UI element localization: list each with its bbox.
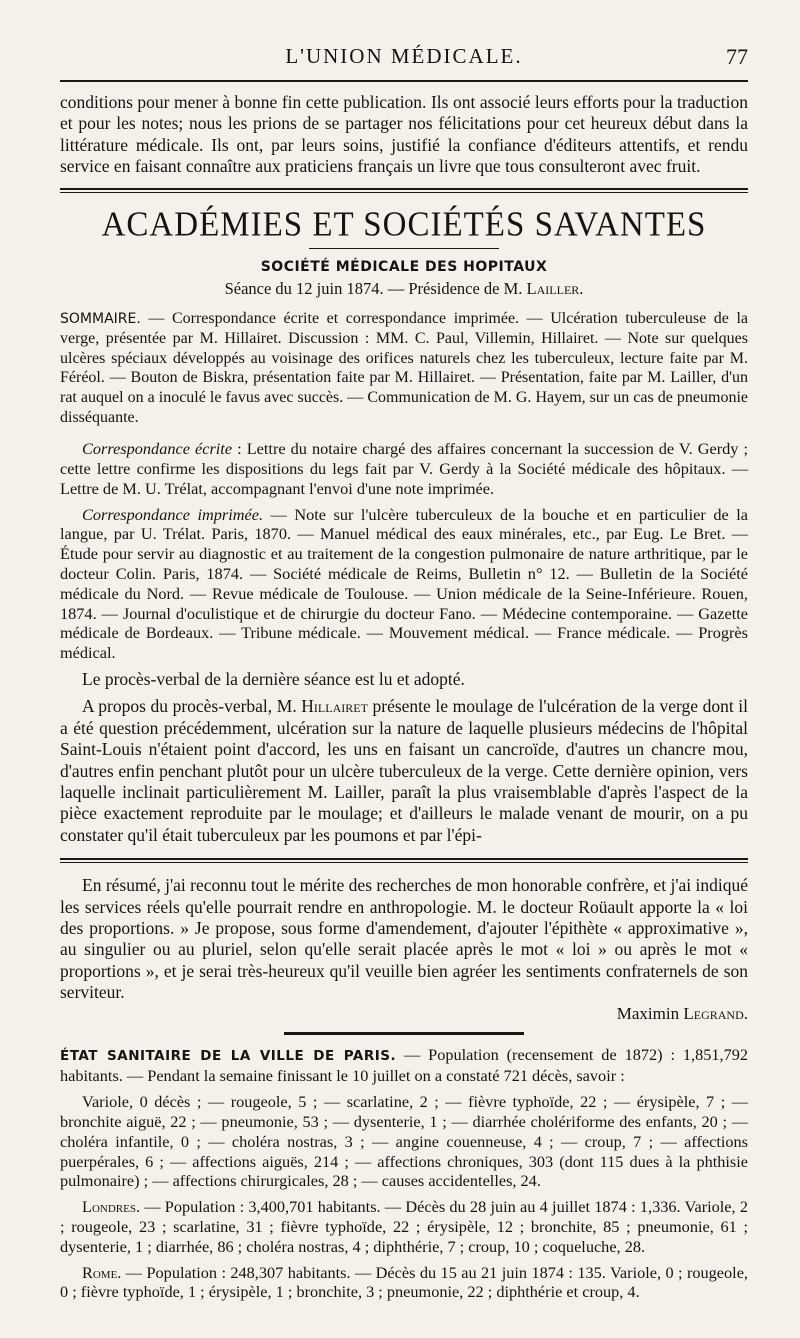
sommaire-text: — Correspondance écrite et correspondance imprimée. — Ulcération tuberculeuse de la verge, présentée par M. Hillairet. Discussion : MM. C. Paul, Villemin, Hillairet. — Note sur quelques ulcères spéciaux développés au voisinage des orifices naturels chez les tuberculeux, lecture faite par M. Féréol. — Bouton de Biskra, présentation faite par M. Hillairet. — Présentation, faite par M. Lailler, d'un rat auquel on a inoculé le favus avec succès. — Communication de M. G. Hayem, sur un cas de pneumonie disséquante. [60, 309, 749, 426]
page-header [60, 0, 748, 80]
heading-underline [309, 248, 499, 249]
president-name: Lailler. [526, 278, 584, 298]
corr-ecrite-label: Correspondance écrite [82, 439, 233, 459]
sommaire-block [60, 309, 748, 428]
signature [60, 1004, 748, 1024]
corr-ecrite-text: : Lettre du notaire chargé des affaires concernant la succession de V. Gerdy ; cette lettre confirme les dispositions du legs fait par V. Gerdy à la Société médicale des hôpitaux. — Lettre de M. U. Trélat, accompagnant l'envoi d'une note imprimée. [60, 439, 748, 498]
corr-imprimee-label: Correspondance imprimée. [82, 504, 264, 524]
paris-death-list: Variole, 0 décès ; — rougeole, 5 ; — scarlatine, 2 ; — fièvre typhoïde, 22 ; — érysipèle, 7 ; — bronchite aiguë, 22 ; — pneumonie, 53 ; — dysenterie, 1 ; — diarrhée cholériforme des enfants, 20 ; — choléra infantile, 0 ; — choléra nostras, 3 ; — angine couenneuse, 4 ; — croup, 7 ; — affections puerpérales, 6 ; — affections aiguës, 214 ; — affections chroniques, 303 (dont 115 dues à la phthisie pulmonaire) ; — affections chirurgicales, 28 ; — causes accidentelles, 24. [60, 1092, 748, 1191]
page-number: 77 [726, 44, 748, 69]
hillairet-before: A propos du procès-verbal, M. [82, 696, 297, 717]
proces-verbal-paragraph: Le procès-verbal de la dernière séance est lu et adopté. [82, 668, 465, 689]
letter-paragraph: En résumé, j'ai reconnu tout le mérite des recherches de mon honorable confrère, et j'ai indiqué les services réels qu'elle pourrait rendre en anthropologie. M. le docteur Roüault apporte la « loi des proportions. » Je propose, sous forme d'amendement, d'ajouter l'épithète « approximative », au singulier ou au pluriel, selon qu'elle serait placée après le mot « loi » ou après le mot « proportions », et je serai très-heureux qu'il veuille bien agréer les sentiments confraternels de son serviteur. [60, 875, 748, 1003]
londres-paragraph [60, 1197, 748, 1256]
etat-divider [284, 1032, 524, 1035]
rome-paragraph [60, 1263, 748, 1303]
corr-imprimee-text: — Note sur l'ulcère tuberculeux de la bouche et en particulier de la langue, par U. Trélat. Paris, 1870. — Manuel médical des eaux minérales, etc., par Eug. Le Bret. — Étude pour servir au diagnostic et au traitement de la congestion pulmonaire de nature arthritique, par le docteur Colin. Paris, 1874. — Société médicale de Reims, Bulletin n° 12. — Bulletin de la Société médicale du Nord. — Revue médicale de Toulouse. — Union médicale de la Seine-Inférieure. Rouen, 1874. — Journal d'oculistique et de chirurgie du docteur Fano. — Médecine contemporaine. — Gazette médicale de Bordeaux. — Tribune médicale. — Mouvement médical. — France médicale. — Progrès médical. [60, 504, 748, 663]
header-rule [60, 80, 748, 82]
section-divider [60, 188, 748, 193]
correspondance-block [60, 439, 748, 663]
session-text: Séance du 12 juin 1874. — Présidence de M. [224, 278, 523, 298]
society-name: SOCIÉTÉ MÉDICALE DES HOPITAUX [260, 258, 548, 275]
signature-last: Legrand. [683, 1003, 748, 1023]
rome-text: — Population : 248,307 habitants. — Décès du 15 au 21 juin 1874 : 135. Variole, 0 ; rougeole, 0 ; fièvre typhoïde, 1 ; érysipèle, 1 ; bronchite, 3 ; pneumonie, 22 ; diphthérie et croup, 4. [60, 1262, 748, 1302]
session-line [60, 279, 748, 299]
londres-label: Londres. [82, 1197, 141, 1217]
etat-title: ÉTAT SANITAIRE DE LA VILLE DE PARIS. [60, 1047, 397, 1064]
signature-first: Maximin [616, 1003, 680, 1023]
sommaire-label: SOMMAIRE. [60, 310, 141, 327]
rome-label: Rome. [82, 1262, 122, 1282]
column-divider [60, 858, 748, 863]
etat-sanitaire-block [60, 1045, 748, 1303]
journal-title: L'UNION MÉDICALE. [285, 44, 523, 68]
hillairet-name: Hillairet [301, 696, 368, 717]
hillairet-paragraph [60, 696, 748, 846]
londres-text: — Population : 3,400,701 habitants. — Décès du 28 juin au 4 juillet 1874 : 1,336. Variole, 2 ; rougeole, 23 ; scarlatine, 31 ; fièvre typhoïde, 22 ; érysipèle, 12 ; bronchite, 85 ; pneumonie, 61 ; dysenterie, 1 ; diarrhée, 86 ; choléra nostras, 4 ; diphthérie, 7 ; croup, 10 ; coqueluche, 28. [60, 1197, 748, 1256]
section-heading: ACADÉMIES ET SOCIÉTÉS SAVANTES [101, 205, 707, 244]
hillairet-after: présente le moulage de l'ulcération de la verge dont il a été question précédemment, ulcération sur la nature de laquelle plusieurs médecins de l'hôpital Saint-Louis n'étaient point d'accord, les uns en faisant un cancroïde, d'autres un chancre mou, d'autres enfin penchant plutôt pour un ulcère tuberculeux de la verge. Cette dernière opinion, vers laquelle inclinait particulièrement M. Lailler, paraît la plus vraisemblable d'après l'aspect de la pièce exactement reproduite par le moulage; et d'ailleurs le malade venant de mourir, on a pu constater qu'il était tuberculeux par les poumons et par l'épi- [60, 696, 749, 845]
etat-intro: — Population (recensement de 1872) : 1,851,792 habitants. — Pendant la semaine finissant le 10 juillet on a constaté 721 décès, savoir : [60, 1044, 749, 1086]
intro-paragraph: conditions pour mener à bonne fin cette publication. Ils ont associé leurs efforts pour la traduction et pour les notes; nous les prions de se partager nos félicitations pour cet heureux début dans la littérature médicale. Ils ont, par leurs soins, justifié la confiance d'éditeurs attentifs, et rendu service en faisant connaître aux praticiens français un livre que tous consulteront avec fruit. [60, 92, 748, 177]
